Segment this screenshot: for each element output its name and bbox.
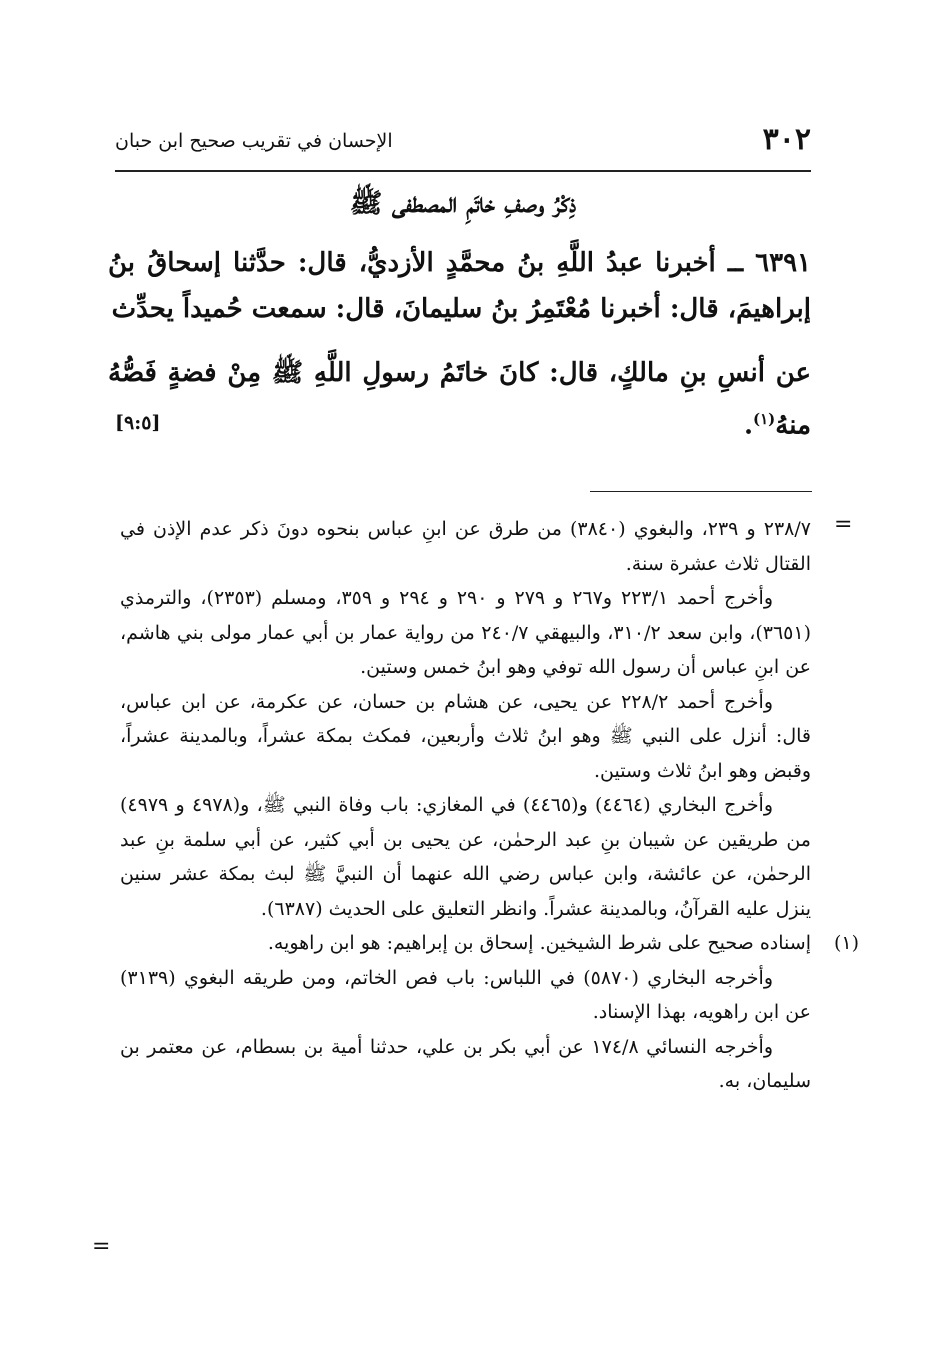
footnote-1-para: وأخرجه النسائي ١٧٤/٨ عن أبي بكر بن علي، حدثنا أمية بن بسطام، عن معتمر بن سليمان، به. [120, 1035, 811, 1092]
footnotes [120, 512, 859, 1099]
hadith-matn [108, 350, 811, 449]
continuation-mark-top: = [834, 512, 853, 537]
footnote-1-para: إسناده صحيح على شرط الشيخين. إسحاق بن إبراهيم: هو ابن راهويه. [267, 932, 811, 954]
footnote-reference: (١) [753, 410, 776, 428]
footnote-1 [120, 926, 859, 961]
cross-reference: [٩:٥] [115, 412, 161, 434]
continuation-mark-bottom: = [92, 1234, 111, 1259]
footnote-continued-para: وأخرج أحمد ٢٢٣/١ و٢٦٧ و ٢٧٩ و ٢٩٠ و ٢٩٤ و ٣٥٩، ومسلم (٢٣٥٣)، والترمذي (٣٦٥١)، وابن سعد ٣١٠/٢، والبيهقي ٢٤٠/٧ من رواية عمار بن أبي عمار مولى بني هاشم، عن ابنِ عباس أن رسول الله توفي وهو ابنُ خمس وستين. [120, 587, 811, 678]
footnote-continued-para: ٢٣٨/٧ و ٢٣٩، والبغوي (٣٨٤٠) من طرق عن ابنِ عباس بنحوه دونَ ذكر عدم الإذن في القتال ثلاث عشرة سنة. [120, 518, 811, 575]
footnote-1-para: وأخرجه البخاري (٥٨٧٠) في اللباس: باب فص الخاتم، ومن طريقه البغوي (٣١٣٩) عن ابن راهويه، بهذا الإسناد. [120, 966, 811, 1023]
matn-text: عن أنسِ بنِ مالكٍ، قال: كانَ خاتَمُ رسولِ اللَّهِ ﷺ مِنْ فضةٍ فَصُّهُ منهُ [108, 358, 811, 441]
matn-end: . [743, 410, 753, 441]
isnad-text: ٦٣٩١ ــ أخبرنا عبدُ اللَّهِ بنُ محمَّدٍ الأزديُّ، قال: حدَّثنا إسحاقُ بنُ إبراهيمَ، قال: أخبرنا مُعْتَمِرُ بنُ سليمانَ، قال: سمعت حُميداً يحدِّث [108, 248, 811, 324]
running-title: الإحسان في تقريب صحيح ابن حبان [115, 130, 393, 152]
hadith-isnad [108, 240, 811, 332]
page-header [115, 118, 811, 160]
section-title: ذِكْرُ وصفِ خاتَمِ المصطفى ﷺ [349, 188, 577, 219]
page-number: ٣٠٢ [762, 122, 811, 157]
header-rule [115, 170, 811, 172]
footnote-continued-para: وأخرج البخاري (٤٤٦٤) و(٤٤٦٥) في المغازي: باب وفاة النبي ﷺ، و(٤٩٧٨ و ٤٩٧٩) من طريقين عن شيبان بنِ عبد الرحمٰن، عن يحيى بن أبي كثير، عن أبي سلمة بنِ عبد الرحمٰن، عن عائشة، وابن عباس رضي الله عنهما أن النبيَّ ﷺ لبث بمكة عشر سنين ينزل عليه القرآنُ، وبالمدينة عشراً. وانظر التعليق على الحديث (٦٣٨٧). [120, 794, 811, 920]
footnote-1-number: (١) [833, 932, 859, 954]
footnote-rule [590, 491, 812, 492]
footnote-continued-para: وأخرج أحمد ٢٢٨/٢ عن يحيى، عن هشام بن حسان، عن عكرمة، عن ابن عباس، قال: أنزل على النبي ﷺ وهو ابنُ ثلاث وأربعين، فمكث بمكة عشراً، وبالمدينة عشراً، وقبض وهو ابنُ ثلاث وستين. [120, 690, 811, 782]
